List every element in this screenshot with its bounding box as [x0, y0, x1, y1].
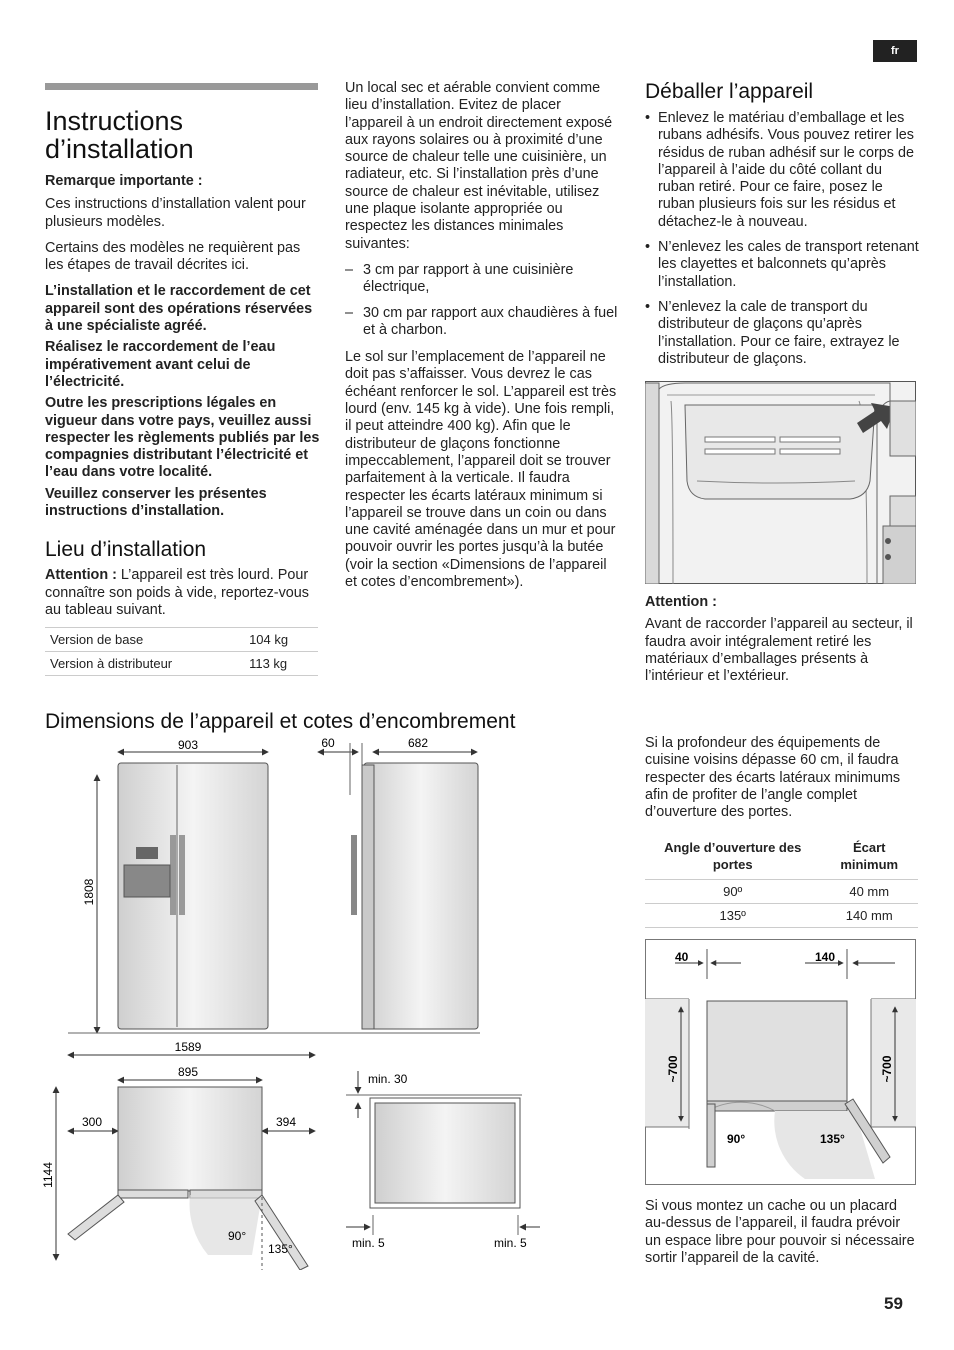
door-clearance-diagram: [645, 939, 916, 1185]
gap-table: [645, 839, 918, 928]
dim-min5-right: min. 5: [494, 1236, 527, 1250]
angle-90-diagram: 90°: [727, 1132, 746, 1146]
warning-paragraph-2: Réalisez le raccordement de l’eau impérativement avant celui de l’électricité.: [45, 339, 276, 390]
remark-label: Remarque importante :: [45, 173, 203, 189]
dim-140: 140: [815, 950, 836, 964]
dim-895: 895: [177, 1065, 199, 1079]
location-paragraph-1: Un local sec et aérable convient comme lieu d’installation. Evitez de placer l’appareil à un endroit directement exposé aux rayons solaires ou à proximité d’une source de chaleur telle une cuisinière, un radiateur, etc. Si l’installation près d’une source de chaleur est inévitable, utilisez une plaque isolante appropriée ou respectez les distances minimales suivantes:: [345, 80, 613, 252]
warning-paragraph-1: L’installation et le raccordement de cet appareil sont des opérations réservées à une spécialiste agréé.: [45, 283, 313, 335]
unpack-heading: Déballer l’appareil: [645, 80, 814, 103]
location-paragraph-2: Le sol sur l’emplacement de l’appareil ne doit pas s’affaisser. Vous devrez le cas échéant renforcer le sol. L’appareil est très lourd (env. 145 kg à vide). Une fois rempli, il peut atteindre 400 kg). Afin que le distributeur de glaçons fonctionne impeccablement, l’appareil doit se trouver parfaitement à la verticale. Il faudra respecter les écarts latéraux minimum si l’appareil se trouve dans un coin ou dans une cavité aménagée dans un mur et pour pouvoir ouvrir les portes jusqu’à la butée (voir la section «Dimensions de l’appareil et cotes d’encombrement»).: [345, 349, 617, 591]
section-bar: [45, 83, 318, 90]
dimensions-diagram: [40, 735, 550, 1270]
dim-60: 60: [321, 736, 335, 750]
warning-paragraph-4: Veuillez conserver les présentes instructions d’installation.: [45, 485, 267, 520]
angle-90: 90°: [228, 1229, 247, 1243]
list-item: – 30 cm par rapport aux chaudières à fuel et à charbon.: [345, 305, 620, 340]
warning-paragraph-3: Outre les prescriptions légales en vigueur dans votre pays, veuillez aussi respecter les règlements publiés par les compagnies distributant l’électricité et l’eau dans votre localité.: [45, 395, 320, 481]
dim-903: 903: [177, 738, 199, 752]
location-attention: Attention : L’appareil est très lourd. Pour connaître son poids à vide, reportez-vous au tableau suivant.: [45, 567, 309, 618]
column-3: [645, 80, 920, 376]
dimensions-paragraph-2: Si vous montez un cache ou un placard au-dessus de l’appareil, il faudra prévoir un espace libre pour pouvoir si nécessaire sortir l’appareil de la cavité.: [645, 1198, 915, 1266]
angle-135-diagram: 135°: [820, 1132, 845, 1146]
list-item: – 3 cm par rapport à une cuisinière électrique,: [345, 262, 620, 297]
table-row: 90º 40 mm: [645, 880, 918, 904]
dimensions-text: [645, 735, 920, 928]
angle-135: 135°: [268, 1242, 293, 1256]
table-row: 135º 140 mm: [645, 904, 918, 928]
dim-min30: min. 30: [368, 1072, 408, 1086]
language-tab: fr: [873, 40, 917, 62]
dim-1589: 1589: [174, 1040, 202, 1054]
table-header: Angle d’ouverture des portes Écart minimum: [664, 840, 899, 873]
dim-40: 40: [675, 950, 689, 964]
dim-394: 394: [275, 1115, 297, 1129]
dim-min5-left: min. 5: [352, 1236, 385, 1250]
dispenser-illustration: [645, 381, 916, 584]
location-heading: Lieu d’installation: [45, 538, 207, 562]
dim-1144: 1144: [41, 1162, 55, 1188]
dim-1808: 1808: [82, 878, 96, 906]
dimensions-paragraph-1: Si la profondeur des équipements de cuisine voisins dépasse 60 cm, il faudra respecter des écarts latéraux minimums afin de profiter de l’angle complet d’ouverture des portes.: [645, 735, 901, 821]
table-row: Version à distributeur 113 kg: [45, 652, 318, 676]
dim-700-right: ~700: [880, 1055, 894, 1083]
page-number: 59: [884, 1294, 903, 1313]
column-1: [45, 107, 320, 676]
list-item: • N’enlevez la cale de transport du distributeur de glaçons qu’après l’installation. Pour ce faire, extrayez le distributeur de glaçons.: [645, 299, 920, 368]
list-item: • Enlevez le matériau d’emballage et les rubans adhésifs. Vous pouvez retirer les résidus de ruban adhésif sur le corps de l’appareil à l’aide du côté collant du ruban retiré. Pour ce faire, posez le ruban plusieurs fois sur les résidus et détachez-le à nouveau.: [645, 110, 920, 231]
remark-paragraph-1: Ces instructions d’installation valent pour plusieurs modèles.: [45, 196, 306, 230]
unpack-list: [645, 110, 920, 368]
remark-paragraph-2: Certains des modèles ne requièrent pas les étapes de travail décrites ici.: [45, 239, 301, 274]
unpack-attention: Attention : Avant de raccorder l’appareil au secteur, il faudra avoir intégralement retiré les matériaux d’emballages présents à l’intérieur et l’extérieur.: [645, 594, 913, 685]
page-title: Instructions d’installation: [45, 106, 194, 164]
dim-300: 300: [81, 1115, 103, 1129]
dim-682: 682: [407, 736, 429, 750]
dim-700-left: ~700: [666, 1055, 680, 1083]
column-2: [345, 80, 620, 591]
weight-table: [45, 627, 318, 676]
distance-list: [345, 262, 620, 339]
table-row: Version de base 104 kg: [45, 628, 318, 652]
list-item: • N’enlevez les cales de transport retenant les clayettes et balconnets qu’après l’installation.: [645, 239, 920, 291]
dimensions-heading: Dimensions de l’appareil et cotes d’encombrement: [45, 710, 516, 733]
